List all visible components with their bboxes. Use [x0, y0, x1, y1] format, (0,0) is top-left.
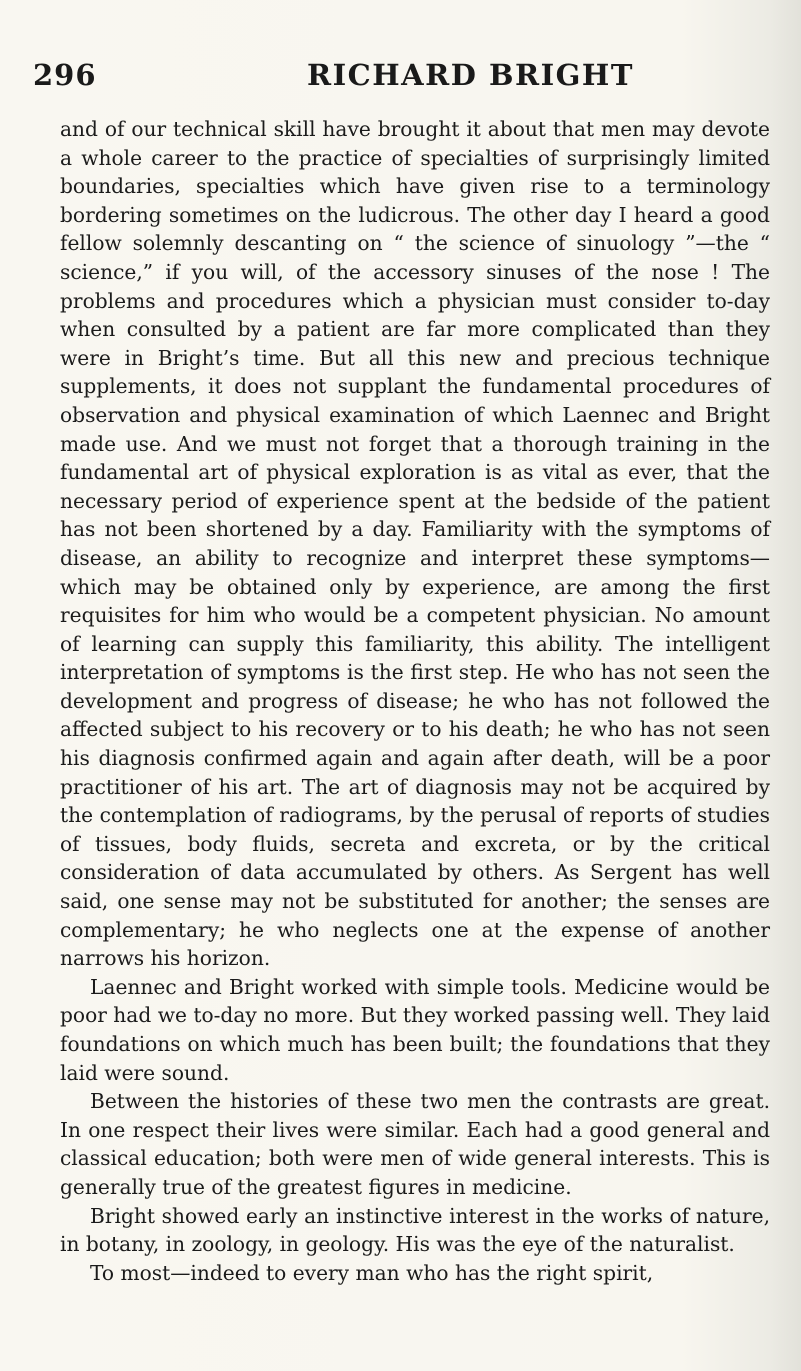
paragraph-continued: and of our technical skill have brought it about that men may devote a whole career to the practice of specialties of surprisingly limited boundaries, specialties which have given rise to a terminology bordering sometimes on the ludicrous. The other day I heard a good fellow solemnly descanting on “ the science of sinuology ”—the “ science,” if you will, of the accessory sinuses of the nose ! The problems and procedures which a physician must consider to-day when consulted by a patient are far more complicated than they were in Bright’s time. But all this new and precious technique supplements, it does not supplant the fundamental procedures of observation and physical examination of which Laennec and Bright made use. And we must not forget that a thorough training in the fundamental art of physical exploration is as vital as ever, that the necessary period of experience spent at the bedside of the patient has not been shortened by a day. Familiarity with the symptoms of disease, an ability to recognize and interpret these symptoms—which may be obtained only by experience, are among the first requisites for him who would be a competent physician. No amount of learning can supply this familiarity, this ability. The intelligent interpretation of symptoms is the first step. He who has not seen the development and progress of disease; he who has not followed the affected subject to his recovery or to his death; he who has not seen his diagnosis confirmed again and again after death, will be a poor practitioner of his art. The art of diagnosis may not be acquired by the contemplation of radiograms, by the perusal of reports of studies of tissues, body fluids, secreta and excreta, or by the critical consideration of data accumulated by others. As Sergent has well said, one sense may not be substituted for another; the senses are complementary; he who neglects one at the expense of another narrows his horizon.	[60, 117, 770, 971]
page-header	[0, 58, 801, 98]
paragraph-naturalist: Bright showed early an instinctive interest in the works of nature, in botany, in zoology, in geology. His was the eye of the naturalist.	[60, 1203, 770, 1257]
paragraph-contrasts: Between the histories of these two men the contrasts are great. In one respect their lives were similar. Each had a good general and classical education; both were men of wide general interests. This is generally true of the greatest figures in medicine.	[60, 1089, 770, 1199]
page-number: 296	[33, 58, 97, 92]
body-text	[60, 115, 770, 1287]
running-head: RICHARD BRIGHT	[307, 58, 634, 92]
paragraph-laennec-and-bright: Laennec and Bright worked with simple tools. Medicine would be poor had we to-day no more. But they worked passing well. They laid foundations on which much has been built; the foundations that they laid were sound.	[60, 974, 770, 1085]
paragraph-to-most: To most—indeed to every man who has the right spirit,	[90, 1260, 654, 1285]
